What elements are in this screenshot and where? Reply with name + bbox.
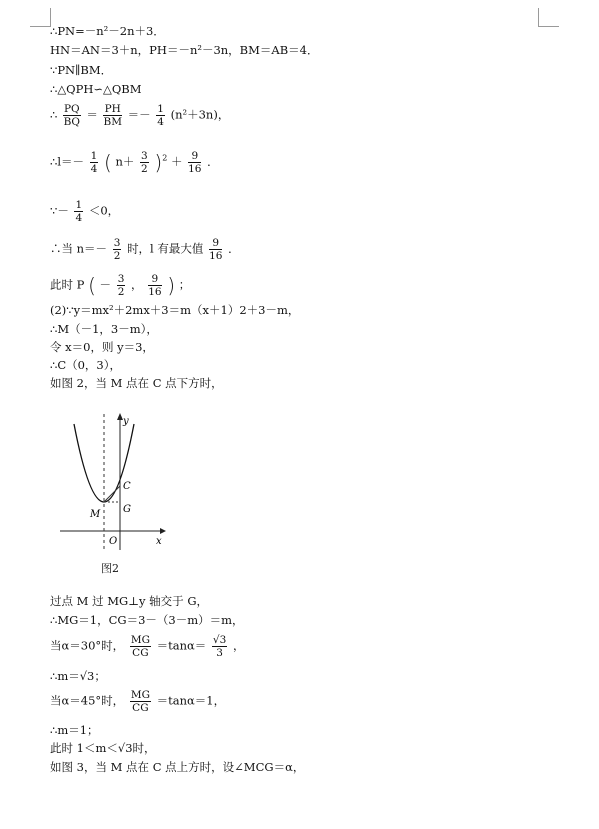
fraction-denominator: BM [103, 116, 122, 128]
fraction-ph-bm [103, 103, 121, 128]
solution-line-20: ∴m＝1； [50, 723, 99, 737]
left-paren: ( [88, 273, 96, 298]
comma: ， [131, 277, 143, 292]
expression-tail: ＝tanα＝1， [156, 693, 226, 708]
fraction-numerator: 3 [117, 273, 125, 285]
therefore-symbol: ∴ [50, 107, 58, 122]
fraction-denominator: 2 [117, 286, 125, 298]
solution-line-9 [50, 273, 190, 298]
expression-tail: ； [178, 277, 191, 292]
fraction-denominator: CG [132, 702, 149, 714]
expression-head: 当α＝30°时， [50, 638, 125, 653]
square-exponent: 2 [162, 153, 168, 163]
fraction-denominator: 2 [141, 163, 148, 175]
fraction-denominator: BQ [63, 116, 80, 128]
right-paren: ) [154, 150, 163, 175]
fraction-numerator: 3 [113, 237, 121, 249]
solution-line-15: 过点 M 过 MG⊥y 轴交于 G， [50, 594, 209, 608]
mc-segment [104, 486, 120, 502]
fraction-numerator: MG [130, 689, 150, 701]
expression-middle: ＝tanα＝ [156, 638, 207, 653]
expression-tail: ， [232, 638, 245, 653]
fraction-numerator: 3 [141, 150, 148, 162]
fraction-denominator: 3 [216, 647, 223, 659]
origin-label: O [109, 536, 118, 547]
solution-line-10: (2)∵y＝mx²＋2mx＋3＝m（x＋1）2＋3－m， [50, 303, 300, 317]
fraction-three-halves [117, 273, 126, 298]
fraction-nine-sixteenths [188, 150, 201, 175]
solution-line-1: ∴PN=－n²－2n＋3． [50, 24, 165, 38]
right-paren: ) [167, 273, 176, 298]
fraction-denominator: 4 [157, 116, 164, 128]
fraction-nine-sixteenths [148, 273, 161, 298]
fraction-numerator: 1 [75, 199, 83, 211]
fraction-one-quarter [74, 199, 83, 224]
fraction-one-quarter [90, 150, 99, 175]
fraction-pq-bq [63, 103, 81, 128]
fraction-denominator: 4 [75, 212, 83, 224]
fraction-three-halves [113, 237, 122, 262]
x-axis-label: x [156, 536, 162, 547]
expression-tail: ＜0， [88, 203, 120, 218]
solution-line-22: 如图 3，当 M 点在 C 点上方时，设∠MCG＝α， [50, 760, 305, 774]
expression-head: ∴当 n＝－ [50, 241, 108, 256]
solution-line-4: ∴△QPH∽△QBM [50, 82, 142, 96]
fraction-root3-over-3 [212, 634, 227, 659]
solution-line-7 [50, 199, 119, 224]
expression-tail: ． [207, 154, 219, 169]
expression-tail: (n²＋3n)， [170, 107, 230, 122]
solution-line-21: 此时 1＜m＜√3时， [50, 741, 156, 755]
fraction-mg-cg [130, 634, 151, 659]
expression-head: ∴l＝－ [50, 154, 84, 169]
fraction-one-quarter [156, 103, 165, 128]
fraction-numerator: 9 [209, 237, 222, 250]
solution-line-3: ∵PN∥BM． [50, 63, 113, 77]
fraction-numerator: PH [104, 103, 121, 115]
left-paren: ( [104, 150, 112, 175]
expression-middle: 时，l 有最大值 [127, 241, 204, 256]
fraction-mg-cg [130, 689, 151, 714]
equals-sign: ＝－ [127, 107, 151, 122]
expression-tail: ． [228, 241, 240, 256]
page-corner-mark-right [538, 8, 559, 27]
solution-line-2: HN＝AN＝3＋n，PH＝－n²－3n，BM＝AB＝4． [50, 43, 319, 57]
plus-sign: ＋ [170, 154, 183, 169]
expression-head: ∵－ [50, 203, 69, 218]
fraction-denominator: 16 [209, 250, 223, 262]
solution-line-5 [50, 103, 229, 128]
solution-line-14: 如图 2，当 M 点在 C 点下方时， [50, 376, 223, 390]
fraction-denominator: 16 [188, 163, 202, 175]
expression-head: 此时 P [50, 277, 85, 292]
fraction-numerator: 1 [90, 150, 98, 162]
inner-expression: n＋ [115, 154, 135, 169]
solution-line-18: ∴m＝√3； [50, 669, 106, 683]
x-axis-arrow [160, 528, 166, 534]
solution-line-6 [50, 150, 219, 175]
page-corner-mark-left [30, 8, 51, 27]
solution-line-8 [50, 237, 240, 262]
y-axis-label: y [123, 416, 129, 427]
fraction-nine-sixteenths [209, 237, 222, 262]
solution-line-17 [50, 634, 244, 659]
solution-line-19 [50, 689, 225, 714]
solution-line-16: ∴MG＝1，CG＝3－（3－m）＝m， [50, 613, 244, 627]
fraction-denominator: 2 [113, 250, 121, 262]
point-g-label: G [123, 504, 131, 515]
point-c-label: C [123, 481, 131, 492]
figure-caption: 图2 [101, 562, 119, 575]
solution-line-12: 令 x＝0，则 y＝3， [50, 340, 154, 354]
fraction-denominator: CG [132, 647, 149, 659]
fraction-denominator: 16 [148, 286, 162, 298]
equals-sign: ＝ [86, 107, 98, 122]
parabola-figure [60, 412, 170, 557]
fraction-numerator: PQ [63, 103, 80, 115]
fraction-denominator: 4 [90, 163, 98, 175]
point-m-label: M [90, 509, 101, 520]
minus-sign: － [99, 277, 112, 292]
expression-head: 当α＝45°时， [50, 693, 125, 708]
fraction-numerator: √3 [212, 634, 227, 646]
solution-line-13: ∴C（0，3）， [50, 358, 121, 372]
fraction-numerator: 9 [148, 273, 161, 286]
solution-line-11: ∴M（－1，3－m）， [50, 322, 158, 336]
fraction-three-halves [140, 150, 149, 175]
fraction-numerator: MG [130, 634, 150, 646]
fraction-numerator: 9 [188, 150, 201, 163]
fraction-numerator: 1 [157, 103, 164, 115]
